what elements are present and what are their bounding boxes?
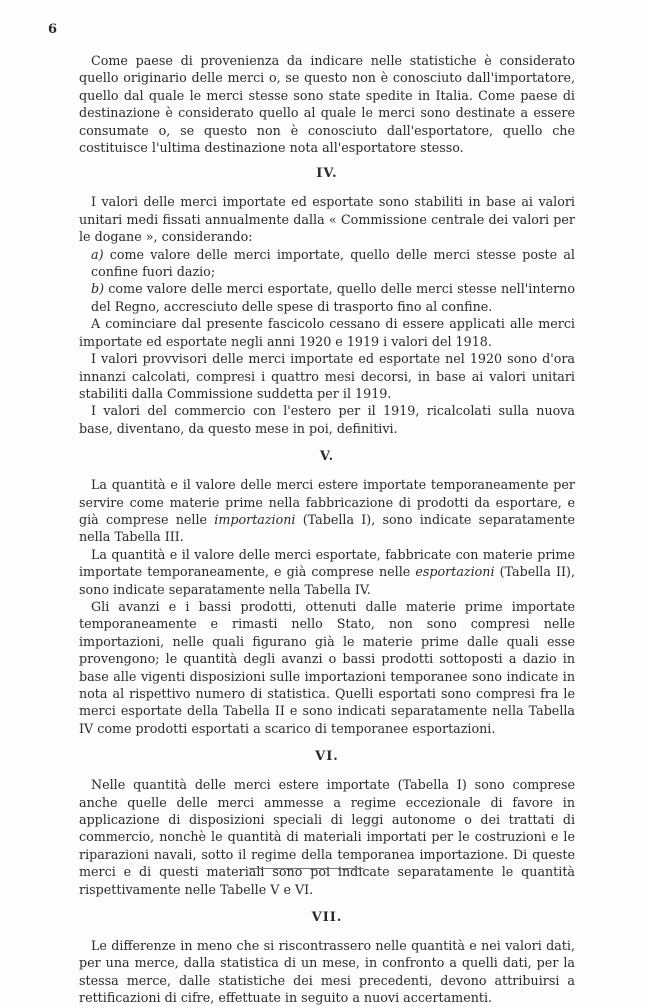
paragraph-iv-intro: I valori delle merci importate ed esportate sono stabiliti in base ai valori unitari medi fissati annualmente dalla « Commissione centrale dei valori per le dogane », considerando: xyxy=(79,194,575,245)
section-heading-vi: VI. xyxy=(315,749,339,765)
section-heading-v: V. xyxy=(319,449,335,465)
paragraph-v-2-emphasis: esportazioni xyxy=(415,564,495,580)
page-number: 6 xyxy=(48,22,58,37)
paragraph-iv-3: A cominciare dal presente fascicolo cessano di essere applicati alle merci importate ed esportate negli anni 1920 e 1919 i valori del 1918. xyxy=(79,316,575,349)
paragraph-v-1 xyxy=(79,476,575,546)
paragraph-vii-1: Le differenze in meno che si riscontrassero nelle quantità e nei valori dati, per una merce, dalla statistica di un mese, in confronto a quelli dati, per la stessa merce, dalle statistiche dei mesi precedenti, devono attribuirsi a rettificazioni di cifre, effettuate in seguito a nuovi accertamenti. xyxy=(79,938,575,1006)
list-item-b-text: come valore delle merci esportate, quello delle merci stesse nell'interno del Regno, accresciuto delle spese di trasporto fino al confine. xyxy=(91,281,575,314)
list-item-a-text: come valore delle merci importate, quello delle merci stesse poste al confine fuori dazio; xyxy=(91,246,575,280)
paragraph-provenance: Come paese di provenienza da indicare nelle statistiche è considerato quello originario delle merci o, se questo non è conosciuto dall'importatore, quello dal quale le merci stesse sono state spedite in Italia. Come paese di destinazione è considerato quello al quale le merci sono destinate a essere consumate o, se questo non è conosciuto dall'esportatore, quello che costituisce l'ultima destinazione nota all'esportatore stesso. xyxy=(79,53,575,156)
paragraph-vi-1: Nelle quantità delle merci estere importate (Tabella I) sono comprese anche quelle delle merci ammesse a regime eccezionale di favore in applicazione di disposizioni speciali di leggi autonome o dei trattati di commercio, nonchè le quantità di materiali importati per le costruzioni e le riparazioni navali, sotto il regime della temporanea importazione. Di queste merci e di questi materiali sono poi indicate separatamente le quantità rispettivamente nelle Tabelle V e VI. xyxy=(79,777,575,897)
paragraph-v-2-text-a: La quantità e il valore delle merci esportate, fabbricate con materie prime importate temporaneamente, e già comprese nelle xyxy=(79,546,575,580)
paragraph-v-1-text-a: La quantità e il valore delle merci estere importate temporaneamente per servire come materie prime nella fabbricazione di prodotti da esportare, e già comprese nelle xyxy=(79,477,575,527)
paragraph-v-1-text-b: (Tabella I), sono indicate separatamente nella Tabella III. xyxy=(79,511,575,545)
paragraph-v-2 xyxy=(79,546,575,598)
list-item-a xyxy=(79,246,575,281)
document-body xyxy=(79,52,575,1007)
list-item-a-label: a) xyxy=(91,246,104,262)
paragraph-v-2-text-b: (Tabella II), sono indicate separatamente nella Tabella IV. xyxy=(79,564,575,597)
list-item-b xyxy=(79,280,575,315)
section-heading-vii: VII. xyxy=(311,910,343,926)
paragraph-iv-4: I valori provvisori delle merci importate ed esportate nel 1920 sono d'ora innanzi calcolati, compresi i quattro mesi decorsi, in base ai valori unitari stabiliti dalla Commissione suddetta per il 1919. xyxy=(79,351,575,401)
section-heading-iv: IV. xyxy=(316,166,338,182)
closing-rule xyxy=(249,868,364,869)
paragraph-v-3: Gli avanzi e i bassi prodotti, ottenuti dalle materie prime importate temporaneamente e rimasti nello Stato, non sono compresi nelle importazioni, nelle quali figurano già le materie prime dalle quali esse provengono; le quantità degli avanzi o bassi prodotti sottoposti a dazio in base alle vigenti disposizioni sulle importazioni temporanee sono indicate in nota al rispettivo numero di statistica. Quelli esportati sono compresi fra le merci esportate della Tabella II e sono indicati separatamente nella Tabella IV come prodotti esportati a scarico di temporanee esportazioni. xyxy=(79,598,575,736)
paragraph-iv-5: I valori del commercio con l'estero per il 1919, ricalcolati sulla nuova base, diventano, da questo mese in poi, definitivi. xyxy=(79,403,575,436)
list-item-b-label: b) xyxy=(91,281,105,297)
paragraph-v-1-emphasis: importazioni xyxy=(214,511,296,527)
